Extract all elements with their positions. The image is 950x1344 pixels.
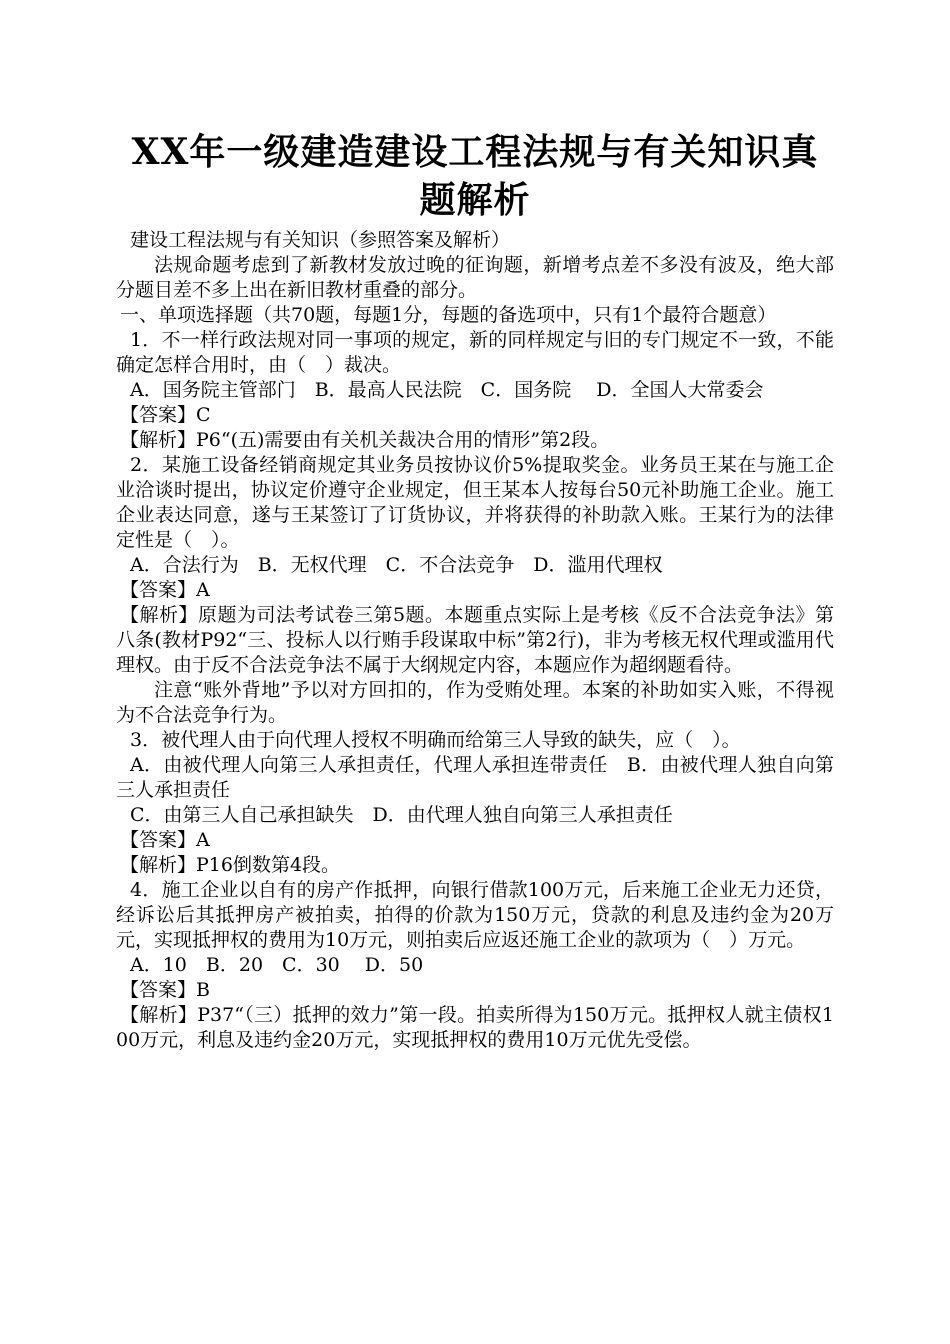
question-options: A．10 B．20 C．30 D．50: [130, 954, 424, 976]
question-stem: 2．某施工设备经销商规定其业务员按协议价5%提取奖金。业务员王某在与施工企业洽谈时提出，协议定价遵守企业规定，但王某本人按每台50元补助施工企业。施工企业表达同意，遂与王某签订了订货协议，并将获得的补助款入账。王某行为的法律定性是（ ）。: [116, 454, 834, 551]
question-stem: 1．不一样行政法规对同一事项的规定，新的同样规定与旧的专门规定不一致，不能确定怎样合用时，由（ ）裁决。: [116, 329, 834, 376]
question-stem: 4．施工企业以自有的房产作抵押，向银行借款100万元，后来施工企业无力还贷，经诉讼后其抵押房产被拍卖，拍得的价款为150万元，贷款的利息及违约金为20万元，实现抵押权的费用为10万元，则拍卖后应返还施工企业的款项为（ ）万元。: [116, 879, 834, 951]
question-answer: 【答案】B: [120, 979, 210, 1001]
intro-paragraph: 法规命题考虑到了新教材发放过晚的征询题，新增考点差不多没有波及，绝大部分题目差不多上出在新旧教材重叠的部分。: [116, 254, 834, 301]
question-analysis: 【解析】P6“(五)需要由有关机关裁决合用的情形”第2段。: [120, 429, 610, 451]
section-heading: 一、单项选择题（共70题，每题1分，每题的备选项中，只有1个最符合题意）: [120, 304, 777, 326]
question-note: 注意“账外背地”予以对方回扣的，作为受贿处理。本案的补助如实入账，不得视为不合法竞争行为。: [116, 679, 834, 726]
question-options: A．合法行为 B．无权代理 C．不合法竞争 D．滥用代理权: [130, 554, 663, 576]
question-options: C．由第三人自己承担缺失 D．由代理人独自向第三人承担责任: [130, 804, 673, 826]
question-options: A．国务院主管部门 B．最高人民法院 C．国务院 D．全国人大常委会: [130, 379, 764, 401]
question-analysis: 【解析】P16倒数第4段。: [120, 854, 341, 876]
document-page: [116, 128, 834, 1053]
question-analysis: 【解析】P37“（三）抵押的效力”第一段。拍卖所得为150万元。抵押权人就主债权100万元，利息及违约金20万元，实现抵押权的费用10万元优先受偿。: [116, 1004, 834, 1051]
question-analysis: 【解析】原题为司法考试卷三第5题。本题重点实际上是考核《反不合法竞争法》第八条(教材P92“三、投标人以行贿手段谋取中标”第2行)，非为考核无权代理或滥用代理权。由于反不合法竞争法不属于大纲规定内容，本题应作为超纲题看待。: [116, 604, 834, 676]
document-title: XX年一级建造建设工程法规与有关知识真题解析: [131, 131, 819, 221]
question-stem: 3．被代理人由于向代理人授权不明确而给第三人导致的缺失，应（ ）。: [130, 729, 741, 751]
question-options: A．由被代理人向第三人承担责任，代理人承担连带责任 B．由被代理人独自向第三人承担责任: [116, 754, 834, 801]
question-answer: 【答案】A: [120, 579, 210, 601]
question-answer: 【答案】C: [120, 404, 211, 426]
question-answer: 【答案】A: [120, 829, 210, 851]
document-subtitle: 建设工程法规与有关知识（参照答案及解析）: [130, 229, 511, 251]
